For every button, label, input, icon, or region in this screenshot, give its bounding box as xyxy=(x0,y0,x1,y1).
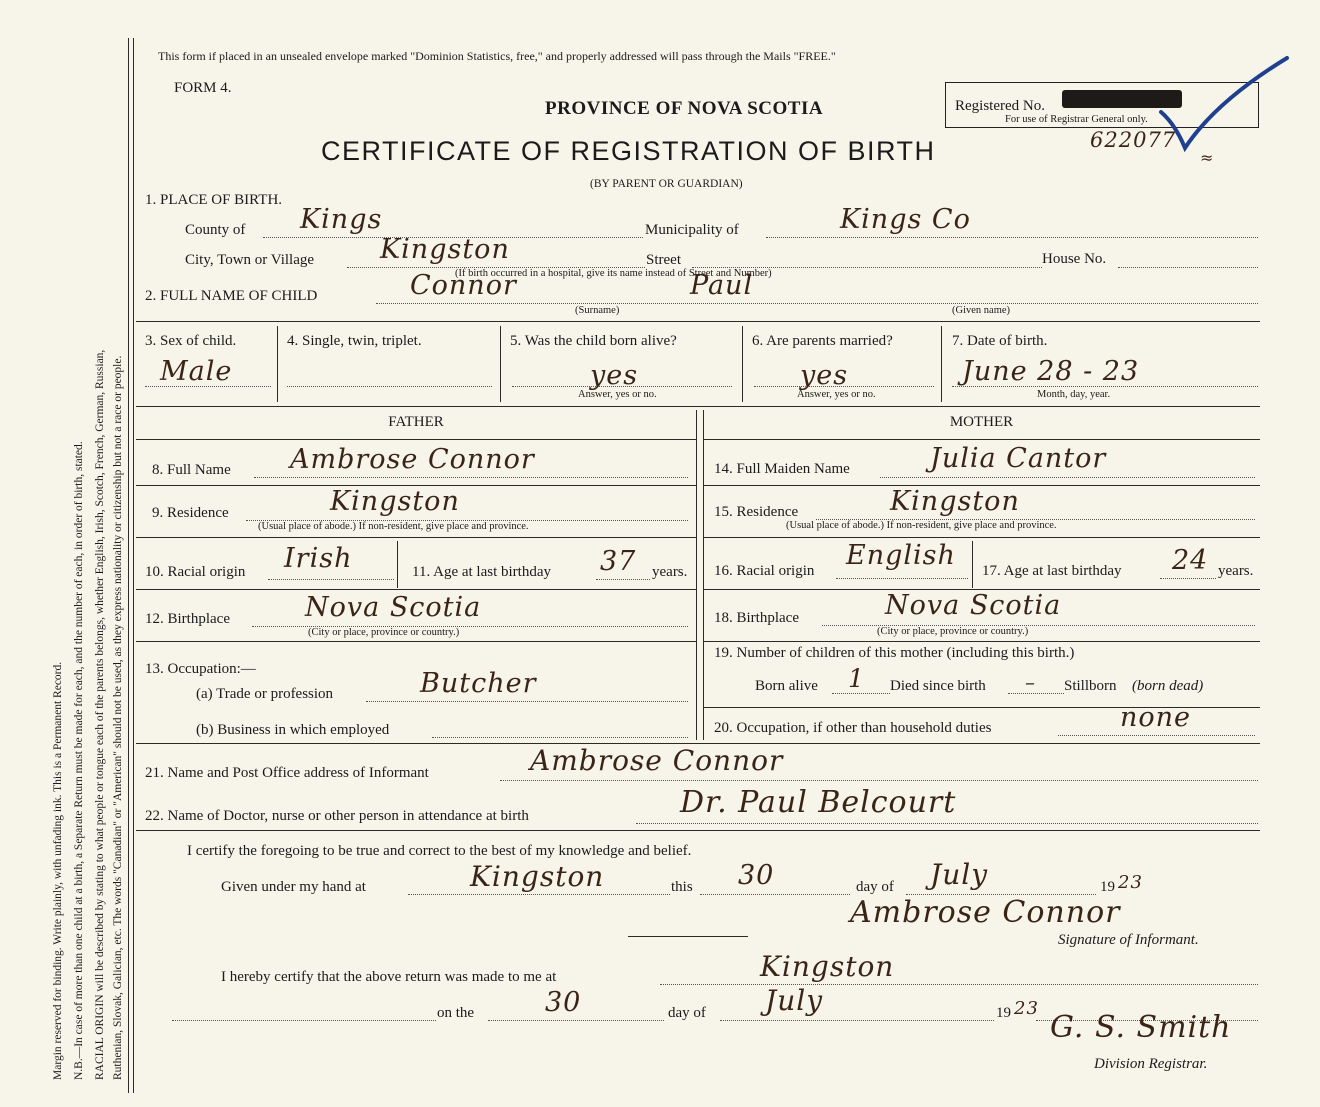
city-label: City, Town or Village xyxy=(185,252,315,268)
registered-number: 622077 xyxy=(1090,128,1177,152)
house-label: House No. xyxy=(1042,251,1107,267)
certify-text: I certify the foregoing to be true and correct to the best of my knowledge and belief. xyxy=(187,843,692,859)
mother-occupation-value: none xyxy=(1120,702,1192,733)
father-trade-label: (a) Trade or profession xyxy=(196,686,334,702)
child-name-label: 2. FULL NAME OF CHILD xyxy=(145,288,318,304)
registered-label: Registered No. xyxy=(955,98,1045,114)
father-name-label: 8. Full Name xyxy=(152,462,231,478)
mother-years: years. xyxy=(1218,563,1254,579)
married-answer-note: Answer, yes or no. xyxy=(797,389,876,400)
registrar-caption: Division Registrar. xyxy=(1094,1056,1208,1072)
born-alive-label: Born alive xyxy=(755,678,818,694)
alive-value: yes xyxy=(590,360,639,391)
multiple-birth-label: 4. Single, twin, triplet. xyxy=(287,333,422,349)
city-value: Kingston xyxy=(380,234,510,265)
certificate-subtitle: (BY PARENT OR GUARDIAN) xyxy=(590,178,743,190)
doctor-label: 22. Name of Doctor, nurse or other person in attendance at birth xyxy=(145,808,529,824)
margin-note-3: RACIAL ORIGIN will be described by stating to what people or tongue each of the parents belongs, whether English, Irish, Scotch, French, German, Russian, xyxy=(94,349,106,1080)
father-birthplace-label: 12. Birthplace xyxy=(145,611,230,627)
mother-age-label: 17. Age at last birthday xyxy=(982,563,1122,579)
onthe-label: on the xyxy=(437,1005,475,1021)
given-year-prefix: 19 xyxy=(1100,879,1115,895)
check-mark-icon xyxy=(1155,52,1295,162)
margin-rule xyxy=(128,38,129,1093)
given-place-value: Kingston xyxy=(470,860,605,893)
mother-residence-value: Kingston xyxy=(890,486,1020,517)
informant-label: 21. Name and Post Office address of Informant xyxy=(145,765,429,781)
father-business-label: (b) Business in which employed xyxy=(196,722,390,738)
municipality-value: Kings Co xyxy=(840,204,971,235)
died-since-birth-label: Died since birth xyxy=(890,678,986,694)
registered-mark: ≈ xyxy=(1200,148,1215,167)
mail-notice: This form if placed in an unsealed envelope marked "Dominion Statistics, free," and properly addressed will pass through the Mails "FREE." xyxy=(158,49,836,63)
informant-signature: Ambrose Connor xyxy=(850,895,1121,930)
father-years: years. xyxy=(652,564,688,580)
mother-name-value: Julia Cantor xyxy=(930,443,1107,474)
informant-value: Ambrose Connor xyxy=(530,744,784,777)
province-heading: PROVINCE OF NOVA SCOTIA xyxy=(545,98,824,119)
mother-occupation-label: 20. Occupation, if other than household duties xyxy=(714,720,992,736)
father-occupation-label: 13. Occupation:— xyxy=(145,661,256,677)
form-number: FORM 4. xyxy=(174,80,232,96)
doctor-value: Dr. Paul Belcourt xyxy=(680,785,957,820)
dob-note: Month, day, year. xyxy=(1037,389,1111,400)
given-month-value: July xyxy=(930,858,989,891)
father-age-value: 37 xyxy=(600,546,637,577)
this-label: this xyxy=(671,879,693,895)
county-value: Kings xyxy=(300,204,383,235)
father-name-value: Ambrose Connor xyxy=(290,444,535,475)
mother-heading: MOTHER xyxy=(949,414,1014,430)
stillborn-label: Stillborn xyxy=(1064,678,1117,694)
child-surname: Connor xyxy=(410,270,517,301)
margin-note-2: N.B.—In case of more than one child at a birth, a Separate Return must be made for each, and the number of each, in order of birth, stated. xyxy=(73,441,85,1080)
mother-name-label: 14. Full Maiden Name xyxy=(714,461,850,477)
alive-label: 5. Was the child born alive? xyxy=(510,333,677,349)
mother-birthplace-value: Nova Scotia xyxy=(885,590,1062,621)
certificate-title: CERTIFICATE OF REGISTRATION OF BIRTH xyxy=(321,136,936,166)
father-birthplace-note: (City or place, province or country.) xyxy=(308,627,460,638)
reg-day-value: 30 xyxy=(545,987,582,1018)
father-racial-value: Irish xyxy=(284,543,353,574)
registrar-text: I hereby certify that the above return was made to me at xyxy=(221,969,557,985)
dob-label: 7. Date of birth. xyxy=(952,333,1048,349)
mother-racial-label: 16. Racial origin xyxy=(714,563,815,579)
reg-month-value: July xyxy=(765,984,824,1017)
margin-note-1: Margin reserved for binding. Write plainly, with unfading ink. This is a Permanent Record. xyxy=(52,661,64,1080)
born-alive-value: 1 xyxy=(848,664,865,693)
registrar-signature: G. S. Smith xyxy=(1050,1010,1232,1045)
county-label: County of xyxy=(185,222,246,238)
married-value: yes xyxy=(800,360,849,391)
father-residence-value: Kingston xyxy=(330,486,460,517)
place-section-label: 1. PLACE OF BIRTH. xyxy=(145,192,283,208)
registrar-place-value: Kingston xyxy=(760,950,895,983)
sex-label: 3. Sex of child. xyxy=(145,333,237,349)
mother-children-label: 19. Number of children of this mother (including this birth.) xyxy=(714,645,1075,661)
father-age-label: 11. Age at last birthday xyxy=(412,564,551,580)
dayof-label: day of xyxy=(856,879,894,895)
child-given-name: Paul xyxy=(690,270,754,301)
mother-residence-label: 15. Residence xyxy=(714,504,799,520)
margin-rule-inner xyxy=(133,38,134,1093)
given-note: (Given name) xyxy=(952,305,1011,316)
reg-year-value: 23 xyxy=(1014,998,1039,1019)
mother-racial-value: English xyxy=(846,540,956,571)
died-since-birth-value: – xyxy=(1025,670,1036,694)
reg-dayof-label: day of xyxy=(668,1005,706,1021)
father-residence-label: 9. Residence xyxy=(152,505,229,521)
alive-answer-note: Answer, yes or no. xyxy=(578,389,657,400)
dob-value: June 28 - 23 xyxy=(962,356,1140,387)
father-heading: FATHER xyxy=(388,414,444,430)
mother-birthplace-note: (City or place, province or country.) xyxy=(877,626,1029,637)
sex-value: Male xyxy=(160,356,233,387)
father-racial-label: 10. Racial origin xyxy=(145,564,246,580)
mother-birthplace-label: 18. Birthplace xyxy=(714,610,799,626)
given-year-value: 23 xyxy=(1118,872,1143,893)
father-trade-value: Butcher xyxy=(420,668,537,699)
informant-caption: Signature of Informant. xyxy=(1058,932,1199,948)
given-under-label: Given under my hand at xyxy=(221,879,366,895)
municipality-label: Municipality of xyxy=(645,222,739,238)
registered-note: For use of Registrar General only. xyxy=(1005,114,1148,125)
surname-note: (Surname) xyxy=(575,305,620,316)
stillborn-note: (born dead) xyxy=(1132,678,1204,694)
father-birthplace-value: Nova Scotia xyxy=(305,592,482,623)
hospital-note: (If birth occurred in a hospital, give its name instead of Street and Number) xyxy=(455,268,772,279)
father-residence-note: (Usual place of abode.) If non-resident, give place and province. xyxy=(258,521,529,532)
mother-residence-note: (Usual place of abode.) If non-resident, give place and province. xyxy=(786,520,1057,531)
mother-age-value: 24 xyxy=(1172,545,1209,576)
reg-year-prefix: 19 xyxy=(996,1005,1011,1021)
margin-note-4: Ruthenian, Slovak, Galician, etc. The words "Canadian" or "American" should not be used, as they express nationality or citizenship but not a race or people. xyxy=(112,355,124,1080)
married-label: 6. Are parents married? xyxy=(752,333,893,349)
street-label: Street xyxy=(646,252,681,268)
given-day-value: 30 xyxy=(738,860,775,891)
